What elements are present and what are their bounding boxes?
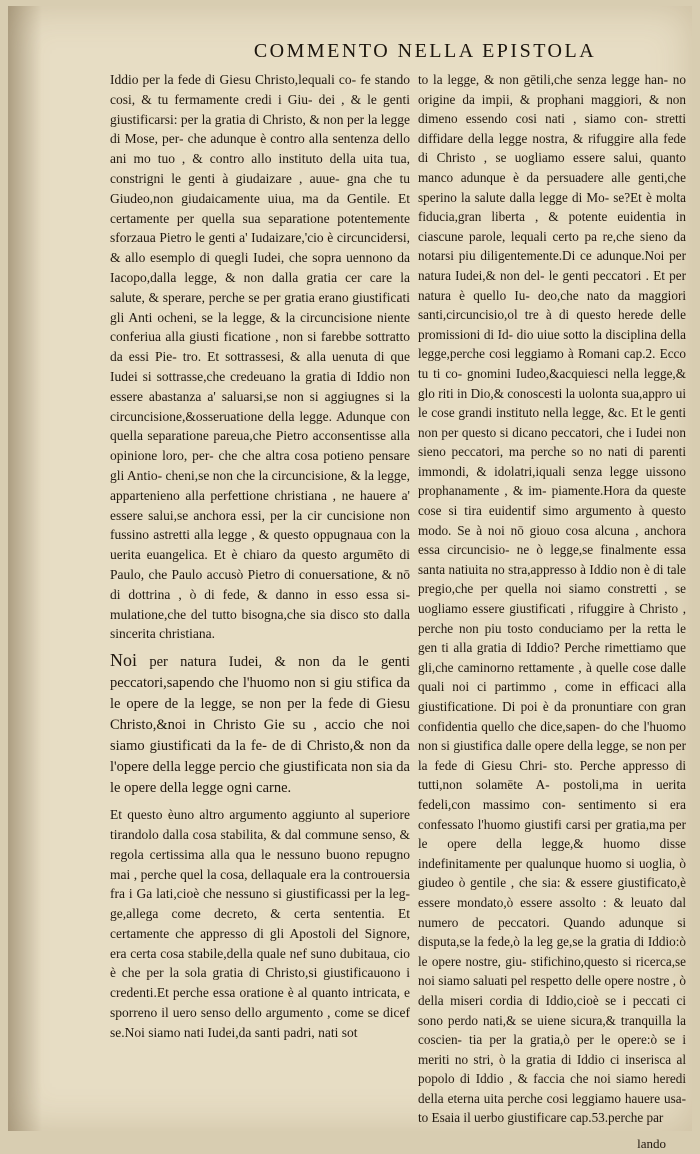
right-column bbox=[418, 70, 686, 1154]
left-paragraph-1: Iddio per la fede di Giesu Christo,lequali co- fe stando cosi, & tu fermamente credi i Giu- dei , & le genti giustificarsi: per la gratia di Christo, & non per la legge di Mose, per- che adunque è contro alla sentenza dello ani mo tuo , & contro allo instituto della uita tua, constrigni le genti à giudaizare , auue- gna che tu Giudeo,non giudaicamente uiua, ma da Gentile. Et certamente per quella sua separatione potentemente sforzaua Pietro le genti a' Iudaizare,'cio è circuncidersi, & allo esemplo di quegli Iudei, che sopra uennono da Iacopo,dalla legge, & non dalla gratia cer care la salute, & sperare, perche se per gratia erano giustificati gli Anti ocheni, se la legge, & la circuncisione niente conferiua alla giusti ficatione , non si farebbe sottratto da essi Pie- tro. Et sottrassesi, & alla uenuta di que Iudei si sottrasse,che credeuano la gratia di Iddio non essere abastanza a' saluarsi,se non si aggiugnes si la circuncisione,&osseruatione della legge. Adunque con quella separatione pareua,che Pietro acconsentisse alla opinione loro, per- che che altra cosa potieno pensare gli Antio- cheni,se non che la circuncisione, & la legge, appartenieno alla perfettione christiana , ne hauere a' essere salui,se anchora essi, per la cir cuncisione non fussino astretti alla legge , & questo oppugnaua con la uerita euangelica. Et è chiaro da questo argumēto di Paulo, che Paulo accusò Pietro di conuersatione, & nō di dottrina , ò di fede, & danno in esso essa si- mulatione,che del tutto bisogna,che sia disco sto dalla sincerita christiana. bbox=[110, 72, 410, 642]
right-paragraph-1: to la legge, & non gētili,che senza legge han- no origine da impii, & prophani maggiori, & non dimeno essendo cosi nati , siamo con- stretti diffidare della legge nostra, & rifuggire alla fede di Christo , se uogliamo essere salui, quanto manco adunque è da persuadere alle genti,che sperino la salute dalla legge di Mo- se?Et è molta fiducia,gran liberta , & potente euidentia in ciascune parole, lequali certo pa re,che sieno da notarsi piu diligentemente.Di ce adunque.Noi per natura Iudei,& non del- le genti peccatori . Et per natura è quello Iu- deo,che nato da maggiori santi,circuncisio,ol tre à di questo herede delle promissioni di Id- dio uiue sotto la disciplina della legge,perche cosi leggiamo à Romani cap.2. Ecco tu ti co- gnomini Iudeo,&acquiesci nella legge,& glo riti in Dio,& conoscesti la uolonta sua,appro ui le cose grandi instituto nella legge, &c. Et le genti non per questo si dicano peccatori, che i Iudei non sieno peccatori, ma perche so no nati di parenti immondi, & idolatri,iquali senza legge uissono prophanamente , & im- piamente.Hora da queste cose si tira euidentif simo argumento à questo modo. Se à noi nō giouo cosa alcuna , anchora essa circuncisio- ne ò legge,se finalmente essa santa natiuita no stra,appresso à Iddio non è di tale pregio,che per quella noi siamo constretti , se uogliamo essere giustificati , rifuggire à Christo , perche non piu tosto conduciamo per la retta le gen ti alla gratia di Iddio? Perche rimettiamo que gli,che caminorno rettamente , à quelle cose dalle quali noi ci partimmo , come in efficaci alla giustificatione. Di poi è da pronuntiare con gran confidentia quello che dice,sapen- do che l'huomo non si giustifica dalle opere della legge, se non per la fede di Giesu Chri- sto. Perche appresso di tutti,non solamēte A- postoli,ma in uerita fedeli,con massimo con- sentimento si era confessato l'huomo giustifi carsi per gratia,ma per le opere della legge,& huomo disse indefinitamente per qualunque huomo si uoglia, ò giudeo ò gentile , che sia: & essere giustificato,è essere mondato,ò essere assolto : & leuato dal numero de peccatori. Quando adunque si disputa,se la fede,ò la leg ge,se la gratia di Iddio:ò le opere nostre, giu- stifichino,questo si ricerca,se noi siamo saluati pel respetto delle opere nostre , ò della miseri cordia di Iddio,cioè se i peccati ci sono perdo nati,& se uiene sicura,& tranquilla la coscien- tia per la gratia,ò per le opere:ò se i meriti no stri, ò la gratia di Iddio ci inserisca al popolo di Iddio , & faccia che noi siamo heredi della eterna uita perche cosi leggiamo hauere usa- to Esaia il uerbo giustificare cap.53.perche par bbox=[418, 72, 686, 1126]
scripture-verse bbox=[110, 650, 410, 799]
catchword: lando bbox=[637, 1136, 666, 1152]
page-gutter-shadow bbox=[8, 6, 42, 1131]
running-head: COMMENTO NELLA EPISTOLA bbox=[253, 40, 597, 62]
left-paragraph-2: Et questo èuno altro argumento aggiunto al superiore tirandolo dalla cosa stabilita, & dal commune senso, & regola certissima alla qua le nessuno buono repugno mai , perche quel la cosa, dellaquale era la controuersia fra i Ga lati,cioè che nessuno si giustificassi per la leg- ge,allega come decreto, & certa sententia. Et certamente che appresso di gli Apostoli del Signore, era certa cosa stabile,della quale nef suno dubitaua, cio è che per la sola gratia di Christo,si giustificauono i credenti.Et perche essa oratione è al quanto intricata, e sporreno il uero senso dello argumento , come se dicef se.Noi siamo nati Iudei,da santi padri, nati sot bbox=[110, 807, 410, 1040]
book-page bbox=[8, 6, 692, 1152]
verse-lead-word: Noi bbox=[110, 650, 137, 671]
verse-text: per natura Iudei, & non da le genti peccatori,sapendo che l'huomo non si giu stifica da le opere de la legge, se non per la fede di Giesu Christo,&noi in Christo Gie su , accio che noi siamo giustificati da la fe- de di Christo,& non da l'opere della legge percio che giustificata non sia da le opere della legge ogni carne. bbox=[110, 654, 410, 797]
left-column bbox=[110, 70, 410, 1043]
